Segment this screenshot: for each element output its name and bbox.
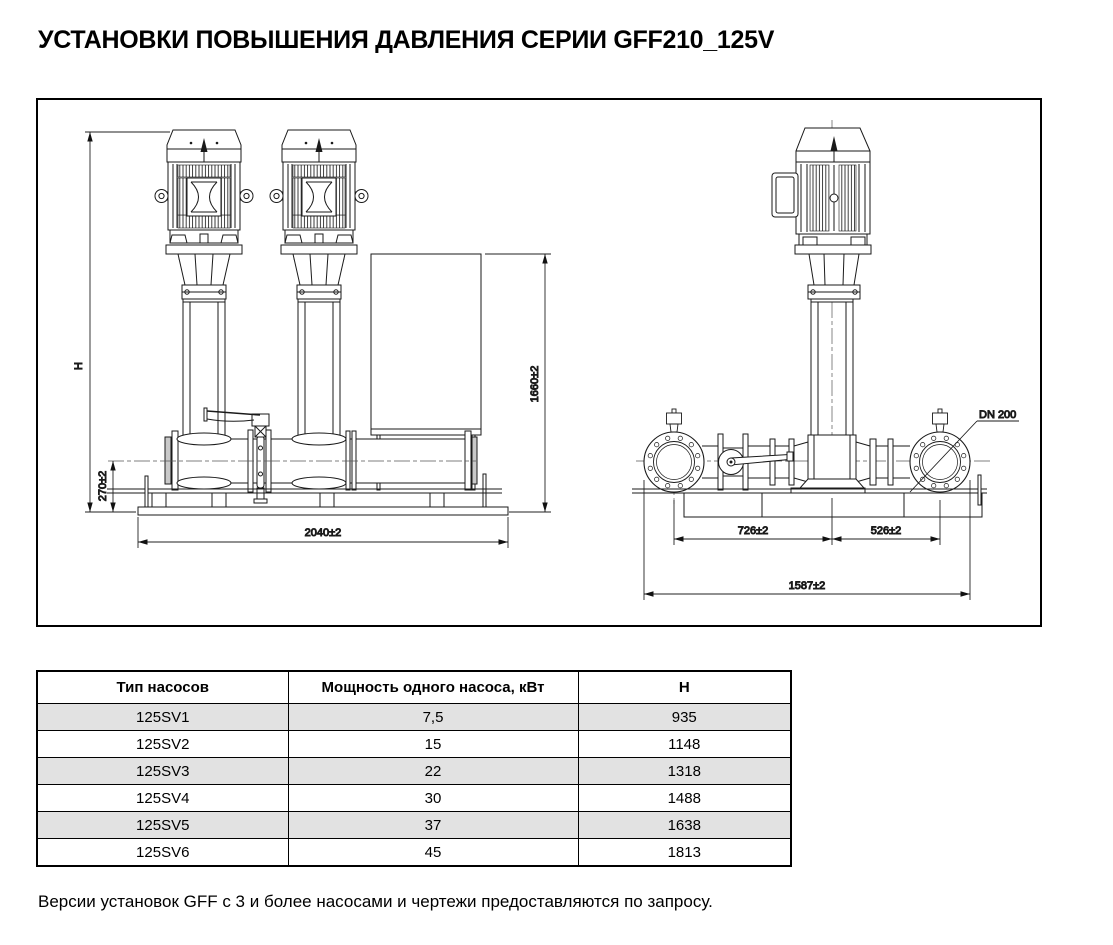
dim-1660-label: 1660±2 xyxy=(529,365,541,403)
table-row xyxy=(37,704,791,731)
cell-power: 22 xyxy=(288,758,578,785)
cell-h: 935 xyxy=(578,704,791,731)
pump-selection-table-wrap xyxy=(36,670,792,867)
dim-526-label: 526±2 xyxy=(870,525,902,537)
side-view xyxy=(632,120,1019,600)
dim-270-label: 270±2 xyxy=(97,470,109,502)
discharge-vent-plug xyxy=(933,409,948,432)
table-row xyxy=(37,758,791,785)
cell-h: 1318 xyxy=(578,758,791,785)
table-row xyxy=(37,812,791,839)
dim-2040-label: 2040±2 xyxy=(304,527,342,539)
drawing-svg xyxy=(38,100,1040,625)
cell-pump-type: 125SV1 xyxy=(37,704,288,731)
cell-h: 1488 xyxy=(578,785,791,812)
col-header-power: Мощность одного насоса, кВт xyxy=(288,671,578,704)
table-row xyxy=(37,785,791,812)
suction-flange xyxy=(644,432,704,492)
cell-pump-type: 125SV2 xyxy=(37,731,288,758)
dn200-label: DN 200 xyxy=(979,409,1017,421)
side-pump xyxy=(772,128,871,493)
page-title: УСТАНОВКИ ПОВЫШЕНИЯ ДАВЛЕНИЯ СЕРИИ GFF210_125V xyxy=(38,26,775,54)
col-header-h: Н xyxy=(578,671,791,704)
cell-power: 7,5 xyxy=(288,704,578,731)
cell-power: 37 xyxy=(288,812,578,839)
dim-1587-label: 1587±2 xyxy=(788,580,826,592)
dim-h-label: H xyxy=(73,362,85,370)
cell-h: 1813 xyxy=(578,839,791,867)
technical-drawing xyxy=(36,98,1042,627)
col-header-pump-type: Тип насосов xyxy=(37,671,288,704)
table-row xyxy=(37,839,791,867)
pump-selection-table xyxy=(36,670,792,867)
cell-h: 1638 xyxy=(578,812,791,839)
cell-h: 1148 xyxy=(578,731,791,758)
dim-726-label: 726±2 xyxy=(737,525,769,537)
cell-power: 45 xyxy=(288,839,578,867)
table-row xyxy=(37,731,791,758)
front-view xyxy=(73,130,551,548)
cell-pump-type: 125SV3 xyxy=(37,758,288,785)
cell-power: 30 xyxy=(288,785,578,812)
footer-note: Версии установок GFF с 3 и более насосами и чертежи предоставляются по запросу. xyxy=(38,892,713,911)
cell-pump-type: 125SV6 xyxy=(37,839,288,867)
suction-vent-plug xyxy=(667,409,682,432)
table-header-row xyxy=(37,671,791,704)
cell-pump-type: 125SV5 xyxy=(37,812,288,839)
cell-pump-type: 125SV4 xyxy=(37,785,288,812)
pump-front-left xyxy=(155,130,253,489)
cell-power: 15 xyxy=(288,731,578,758)
valve-side xyxy=(718,434,793,490)
